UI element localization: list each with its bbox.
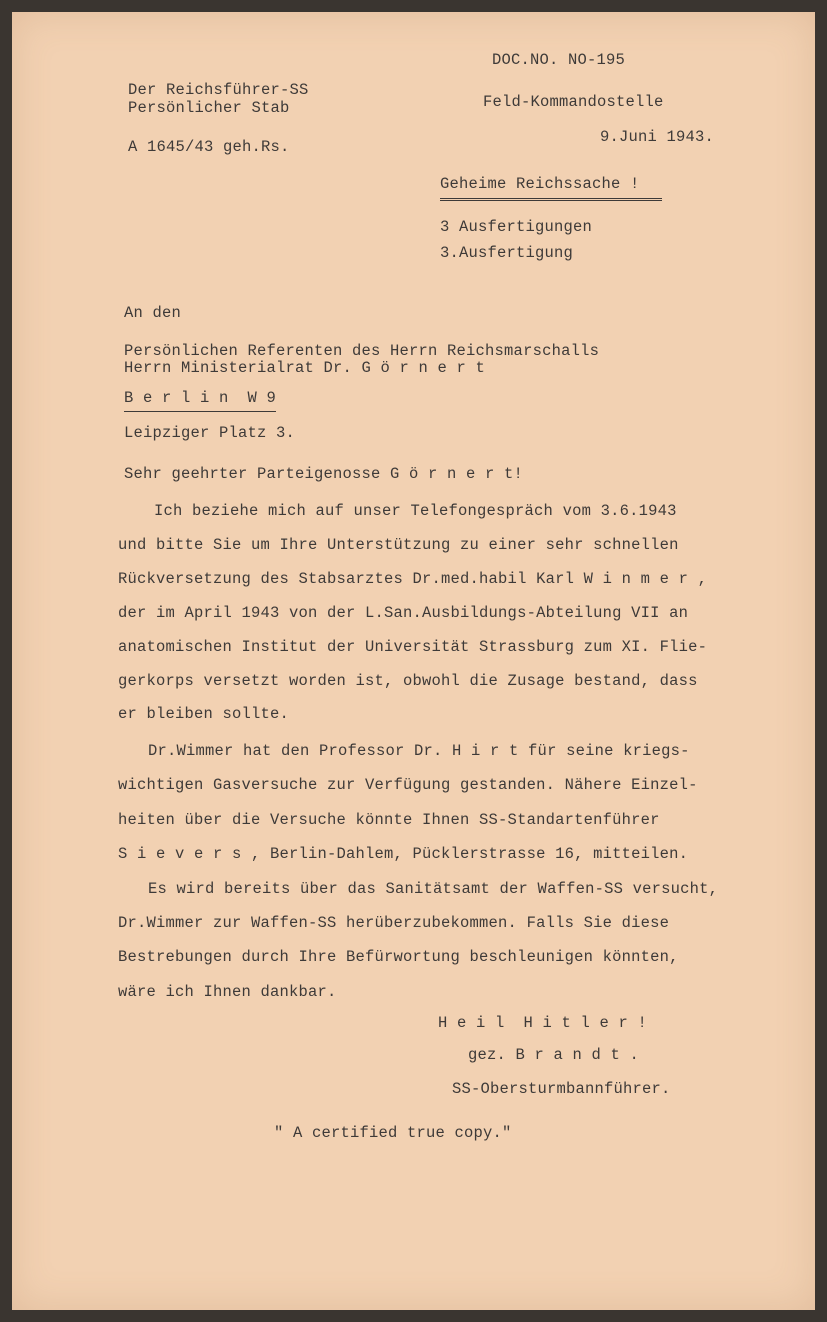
recipient-city: B e r l i n W 9 [124, 388, 276, 412]
address-prefix: An den [124, 304, 182, 322]
body-p1-line: gerkorps versetzt worden ist, obwohl die Zusage bestand, dass [118, 672, 698, 690]
body-p3-line: Dr.Wimmer zur Waffen-SS herüberzubekommen. Falls Sie diese [118, 914, 670, 932]
body-p3-line: Bestrebungen durch Ihre Befürwortung beschleunigen könnten, [118, 948, 679, 966]
body-p1-line: er bleiben sollte. [118, 705, 290, 723]
classification: Geheime Reichssache ! [440, 174, 662, 201]
body-p1-line: Rückversetzung des Stabsarztes Dr.med.habil Karl W i n m e r , [118, 570, 708, 588]
signer-rank: SS-Obersturmbannführer. [452, 1080, 671, 1098]
body-p2-line: heiten über die Versuche könnte Ihnen SS-Standartenführer [118, 811, 660, 829]
recipient-street: Leipziger Platz 3. [124, 424, 296, 442]
copies-count: 3 Ausfertigungen [440, 218, 593, 236]
copy-number: 3.Ausfertigung [440, 244, 574, 262]
body-p1-line: Ich beziehe mich auf unser Telefongespräch vom 3.6.1943 [154, 502, 677, 520]
date: 9.Juni 1943. [600, 128, 715, 146]
body-p1-line: anatomischen Institut der Universität Strassburg zum XI. Flie- [118, 638, 708, 656]
sender-line-1: Der Reichsführer-SS [128, 81, 309, 99]
signature: gez. B r a n d t . [468, 1046, 640, 1064]
closing-greeting: H e i l H i t l e r ! [438, 1014, 648, 1032]
sender-line-2: Persönlicher Stab [128, 99, 290, 117]
body-p2-line: S i e v e r s , Berlin-Dahlem, Pücklerstrasse 16, mitteilen. [118, 845, 689, 863]
body-p3-line: wäre ich Ihnen dankbar. [118, 983, 337, 1001]
body-p2-line: Dr.Wimmer hat den Professor Dr. H i r t für seine kriegs- [148, 742, 690, 760]
reference-number: A 1645/43 geh.Rs. [128, 138, 290, 156]
document-page [12, 12, 815, 1310]
doc-number: DOC.NO. NO-195 [492, 51, 626, 69]
certification-note: " A certified true copy." [274, 1124, 512, 1142]
body-p1-line: und bitte Sie um Ihre Unterstützung zu einer sehr schnellen [118, 536, 679, 554]
body-p2-line: wichtigen Gasversuche zur Verfügung gestanden. Nähere Einzel- [118, 776, 698, 794]
body-p1-line: der im April 1943 von der L.San.Ausbildungs-Abteilung VII an [118, 604, 689, 622]
location: Feld-Kommandostelle [483, 93, 664, 111]
recipient-line-2: Herrn Ministerialrat Dr. G ö r n e r t [124, 359, 486, 377]
recipient-line-1: Persönlichen Referenten des Herrn Reichsmarschalls [124, 342, 600, 360]
salutation: Sehr geehrter Parteigenosse G ö r n e r t! [124, 465, 524, 483]
body-p3-line: Es wird bereits über das Sanitätsamt der Waffen-SS versucht, [148, 880, 719, 898]
